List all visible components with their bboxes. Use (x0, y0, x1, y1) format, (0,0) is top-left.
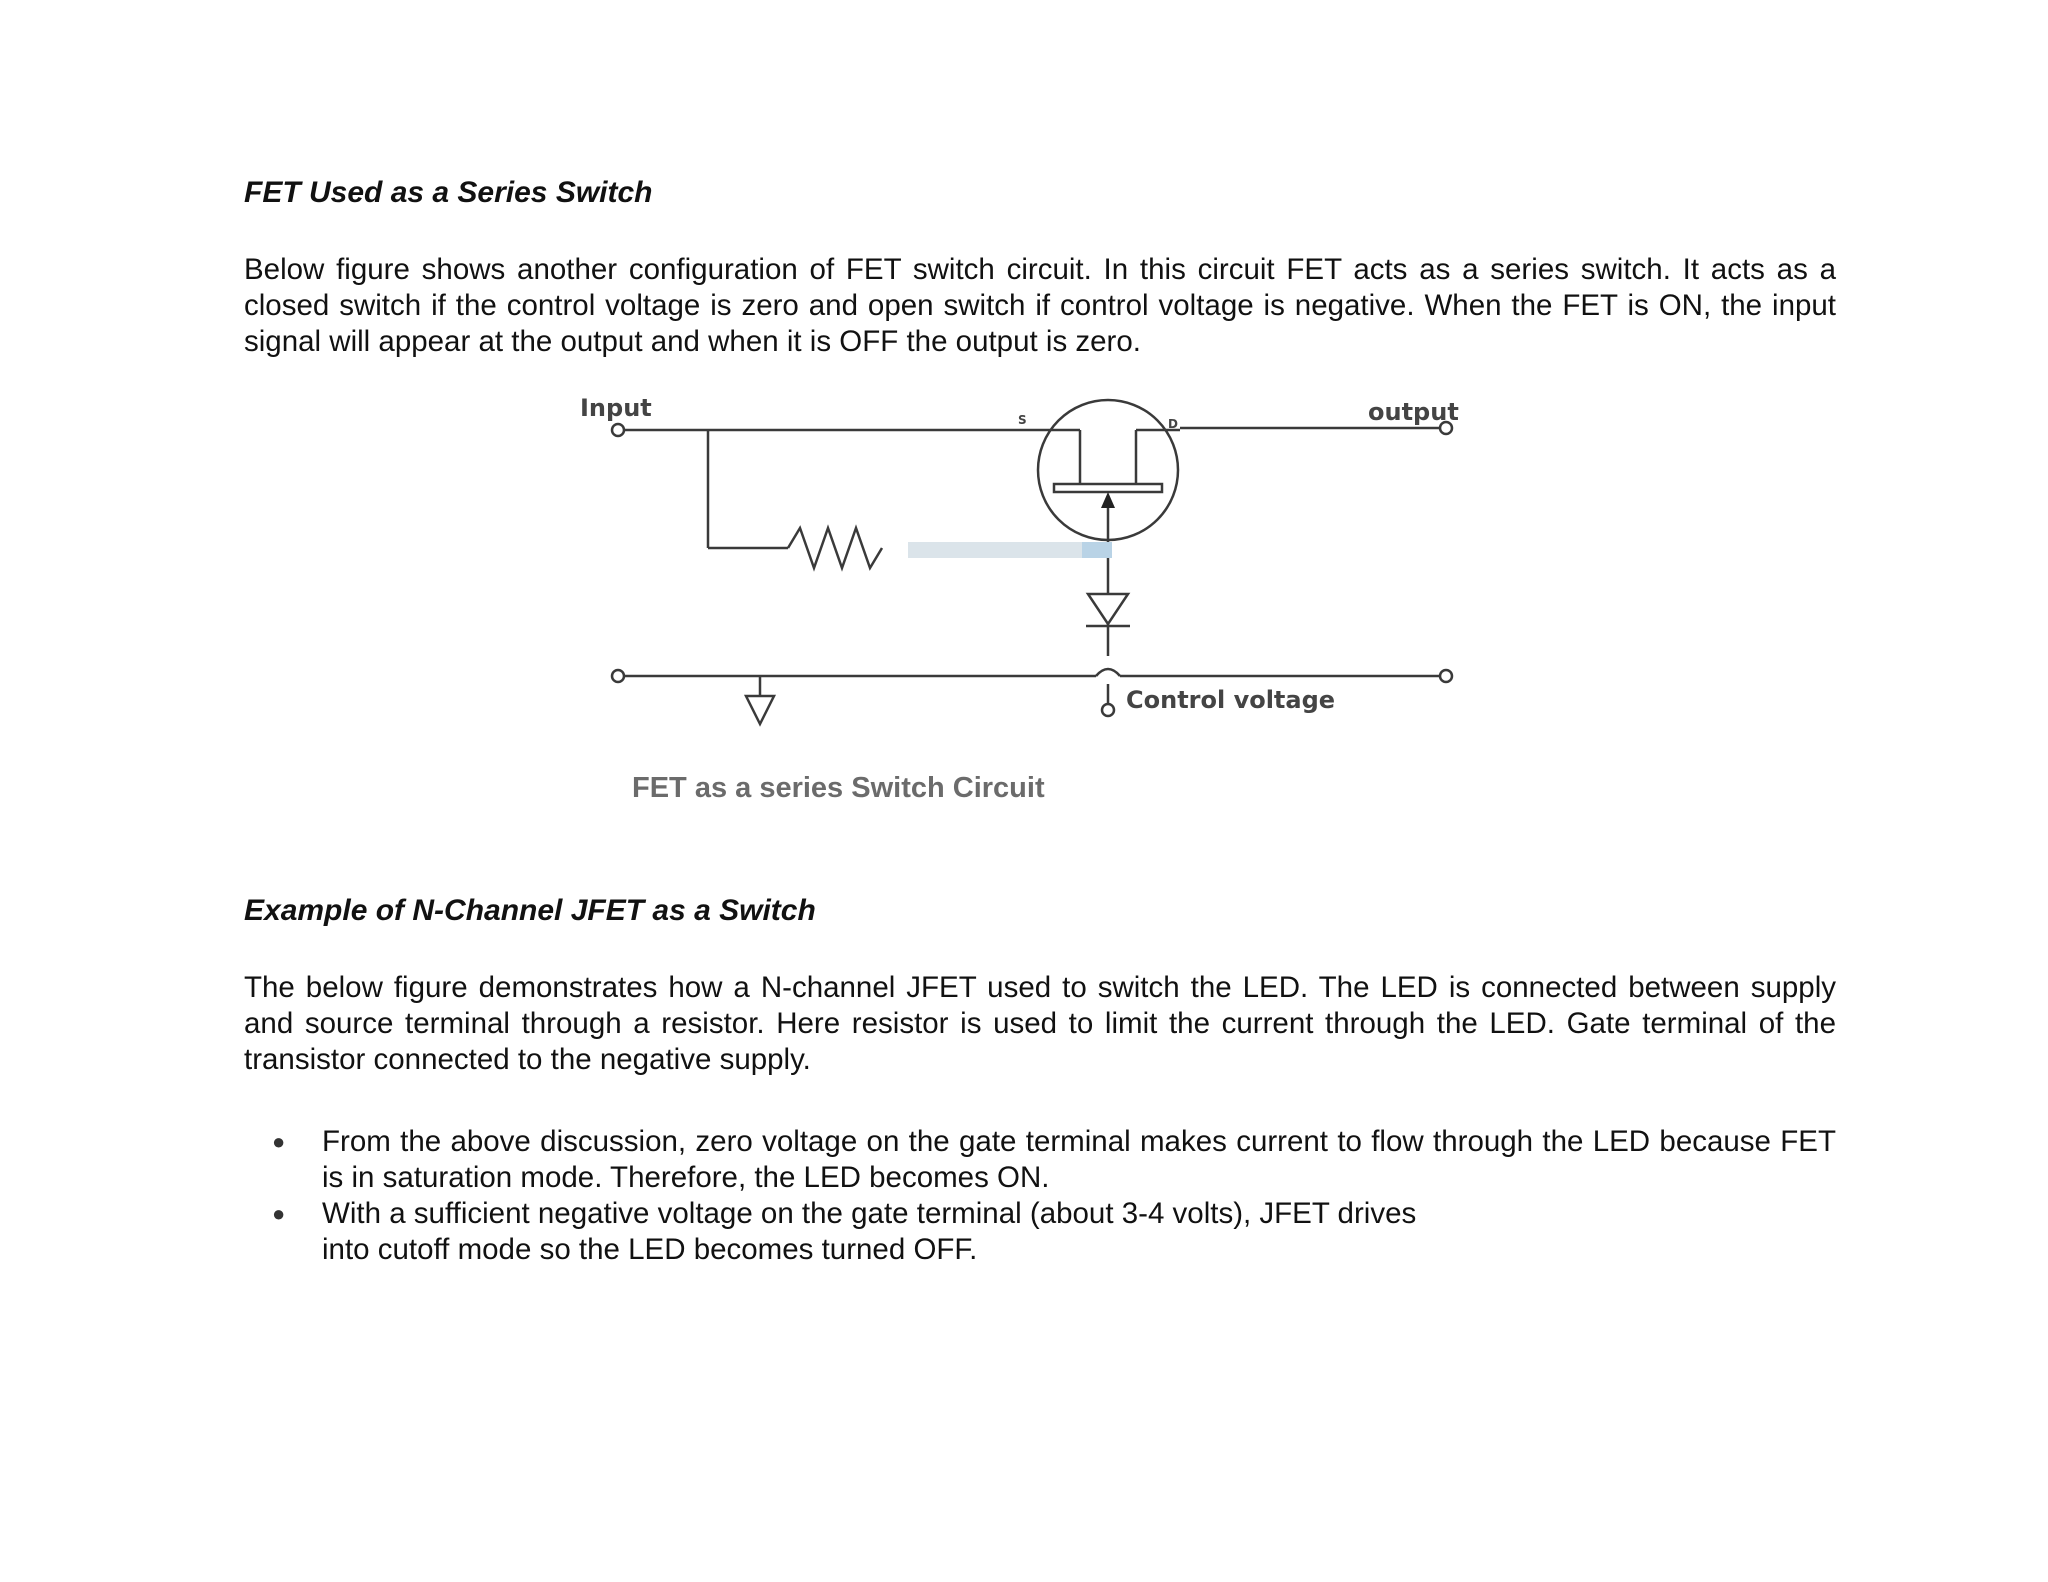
bullet-text: From the above discussion, zero voltage on the gate terminal makes current to flow through the LED because FET is in saturation mode. Therefore, the LED becomes ON. (322, 1125, 1836, 1194)
control-terminal (1102, 704, 1114, 716)
control-voltage-label: Control voltage (1126, 686, 1336, 714)
watermark (908, 542, 1108, 558)
series-switch-paragraph: Below figure shows another configuration of FET switch circuit. In this circuit FET acts as a series switch. It acts as a closed switch if the control voltage is zero and open switch if control voltage is negative. When the FET is ON, the input signal will appear at the output and when it is OFF the output is zero. (244, 253, 1836, 358)
bullet-icon: ● (272, 1129, 286, 1154)
fet-series-switch-diagram (560, 384, 1500, 744)
input-terminal (612, 424, 624, 436)
jfet-example-paragraph: The below figure demonstrates how a N-channel JFET used to switch the LED. The LED is connected between supply and source terminal through a resistor. Here resistor is used to limit the current through the LED. Gate terminal of the transistor connected to the negative supply. (244, 971, 1836, 1076)
bullet-icon: ● (272, 1201, 286, 1226)
list-item (244, 1196, 1836, 1268)
bottom-right-terminal (1440, 670, 1452, 682)
resistor-symbol (788, 528, 882, 568)
list-item (244, 1124, 1836, 1196)
output-label: output (1368, 398, 1459, 426)
diode-symbol (1088, 594, 1128, 624)
bullet-text: With a sufficient negative voltage on the gate terminal (about 3-4 volts), JFET drives into cutoff mode so the LED becomes turned OFF. (322, 1197, 1417, 1266)
gate-arrow (1101, 492, 1115, 508)
figure-caption: FET as a series Switch Circuit (632, 772, 1045, 804)
section-heading-jfet-example: Example of N-Channel JFET as a Switch (244, 894, 816, 927)
bullet-list (244, 1124, 1836, 1268)
input-label: Input (580, 394, 652, 422)
section-heading-series-switch: FET Used as a Series Switch (244, 176, 653, 209)
drain-label: D (1168, 417, 1178, 431)
ground-symbol (746, 696, 774, 724)
bottom-left-terminal (612, 670, 624, 682)
source-label: S (1018, 413, 1027, 427)
